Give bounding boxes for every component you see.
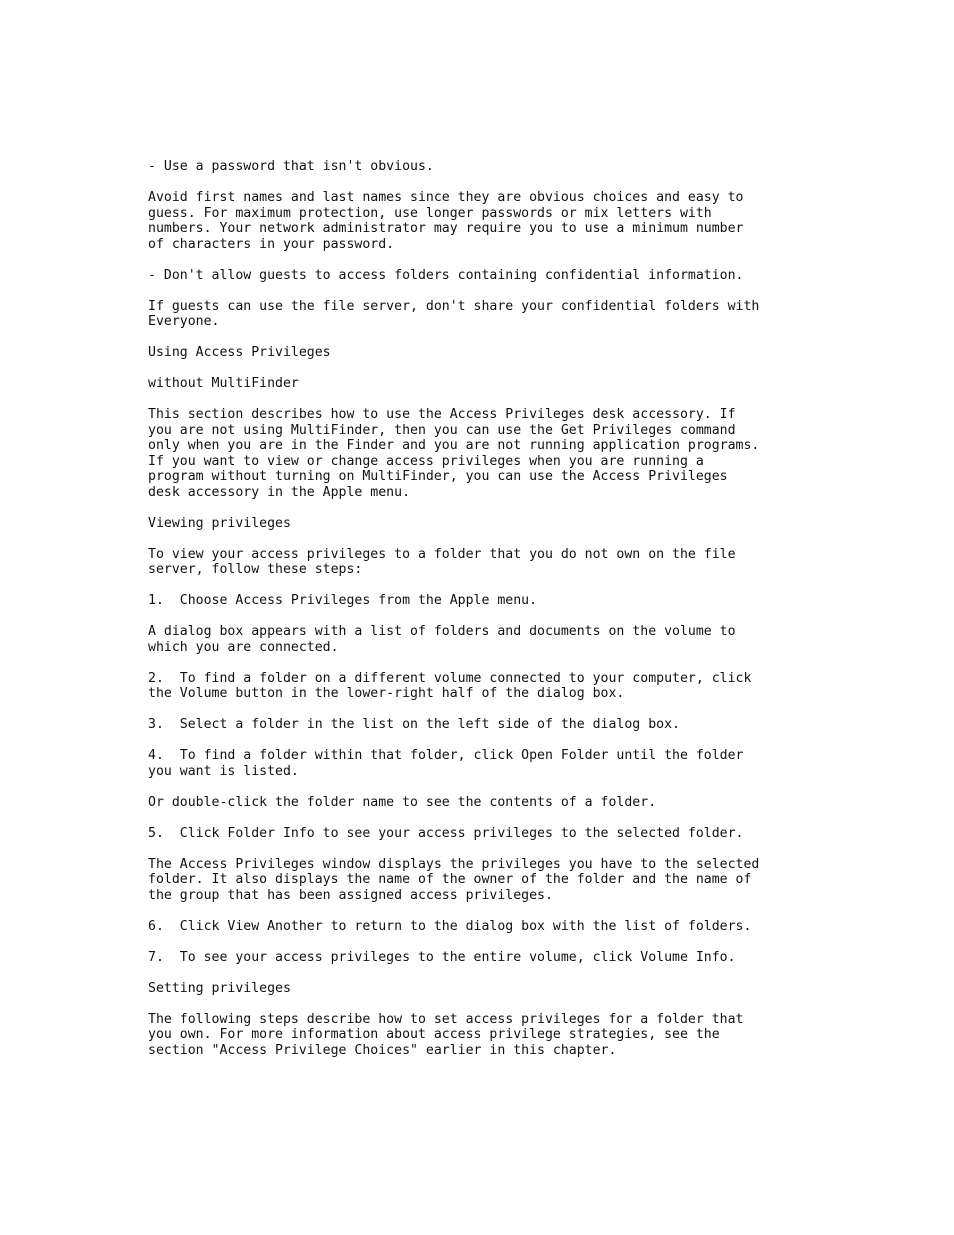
setting-privileges-heading: Setting privileges [148,980,291,996]
step-1-result: A dialog box appears with a list of folders and documents on the volume to which you are connected. [148,624,736,655]
step-4-alternative: Or double-click the folder name to see the contents of a folder. [148,794,657,810]
viewing-privileges-heading: Viewing privileges [148,515,291,531]
section-heading-line2: without MultiFinder [148,376,299,391]
step-5-result: The Access Privileges window displays the privileges you have to the selected folder. It also displays the name of the owner of the folder and the name of the group that has been assigned access privileges. [148,856,760,903]
document-page [148,159,908,1074]
step-4: 4. To find a folder within that folder, click Open Folder until the folder you want is listed. [148,748,744,779]
bullet-guests-heading: - Don't allow guests to access folders containing confidential information. [148,267,744,283]
section-intro-paragraph: This section describes how to use the Access Privileges desk accessory. If you are not using MultiFinder, then you can use the Get Privileges command only when you are in the Finder and you are not running application programs. If you want to view or change access privileges when you are running a program without turning on MultiFinder, you can use the Access Privileges desk accessory in the Apple menu. [148,407,760,500]
step-6: 6. Click View Another to return to the dialog box with the list of folders. [148,918,752,934]
step-7: 7. To see your access privileges to the entire volume, click Volume Info. [148,949,736,965]
section-heading-line1: Using Access Privileges [148,345,331,360]
step-3: 3. Select a folder in the list on the left side of the dialog box. [148,717,680,732]
step-2: 2. To find a folder on a different volume connected to your computer, click the Volume button in the lower-right half of the dialog box. [148,670,752,701]
password-advice-paragraph: Avoid first names and last names since they are obvious choices and easy to guess. For maximum protection, use longer passwords or mix letters with numbers. Your network administrator may require you to use a minimum number of characters in your password. [148,190,744,252]
setting-intro-paragraph: The following steps describe how to set access privileges for a folder that you own. For more information about access privilege strategies, see the section "Access Privilege Choices" earlier in this chapter. [148,1011,744,1058]
step-1: 1. Choose Access Privileges from the Apple menu. [148,593,538,608]
step-5: 5. Click Folder Info to see your access privileges to the selected folder. [148,825,744,841]
bullet-password-heading: - Use a password that isn't obvious. [148,159,434,174]
guests-advice-paragraph: If guests can use the file server, don't share your confidential folders with Everyone. [148,298,760,329]
viewing-intro-paragraph: To view your access privileges to a folder that you do not own on the file server, follow these steps: [148,546,736,577]
